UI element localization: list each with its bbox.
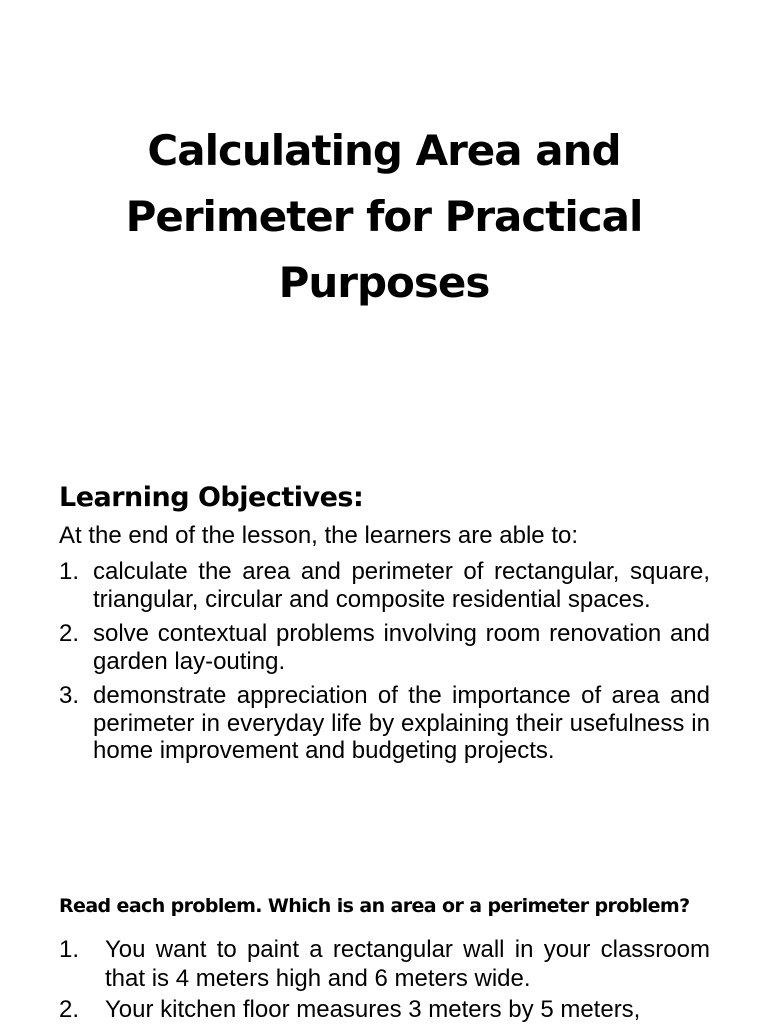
title-line: Perimeter for Practical xyxy=(125,192,643,241)
page-title xyxy=(84,118,684,316)
title-line: Purposes xyxy=(278,258,490,307)
objective-number: 3. xyxy=(59,682,80,709)
objectives-list xyxy=(59,558,710,772)
objective-text: solve contextual problems involving room renovation and garden lay-outing. xyxy=(93,620,710,675)
objective-text: demonstrate appreciation of the importance of area and perimeter in everyday life by explaining their usefulness in home improvement and budgeting projects. xyxy=(93,682,710,764)
objectives-intro: At the end of the lesson, the learners are able to: xyxy=(59,522,578,549)
problems-list xyxy=(59,935,710,1026)
objective-item xyxy=(59,620,710,675)
objective-item xyxy=(59,682,710,765)
problem-number: 1. xyxy=(59,936,80,963)
problem-text: You want to paint a rectangular wall in your classroom that is 4 meters high and 6 meters wide. xyxy=(105,936,710,992)
problem-text: Your kitchen floor measures 3 meters by 5 meters, xyxy=(105,996,641,1023)
objective-number: 1. xyxy=(59,558,80,585)
problem-number: 2. xyxy=(59,996,80,1023)
problem-item xyxy=(59,935,710,993)
title-line: Calculating Area and xyxy=(147,126,621,175)
objective-number: 2. xyxy=(59,620,80,647)
problems-heading: Read each problem. Which is an area or a perimeter problem? xyxy=(59,895,690,917)
objective-item xyxy=(59,558,710,613)
objective-text: calculate the area and perimeter of rectangular, square, triangular, circular and composite residential spaces. xyxy=(93,558,710,613)
objectives-heading: Learning Objectives: xyxy=(59,482,364,513)
problem-item xyxy=(59,995,710,1024)
